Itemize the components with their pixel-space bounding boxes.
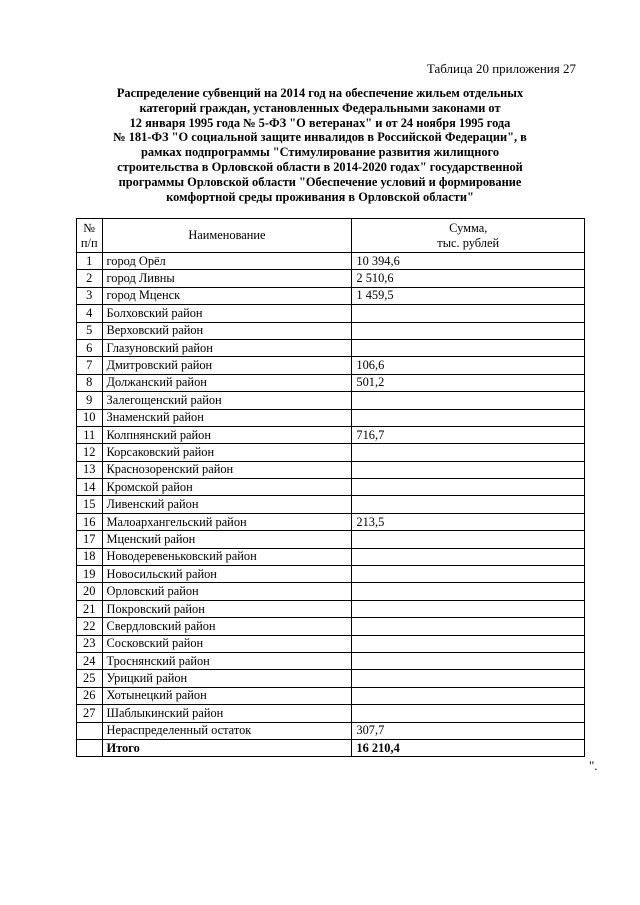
row-sum xyxy=(352,496,585,513)
table-row xyxy=(77,583,585,600)
row-sum xyxy=(352,548,585,565)
row-number: 11 xyxy=(77,426,103,443)
total-number xyxy=(77,739,103,756)
subsidy-table xyxy=(76,218,585,757)
row-number: 12 xyxy=(77,444,103,461)
table-header-row xyxy=(77,219,585,253)
header-number xyxy=(77,219,103,253)
row-sum: 307,7 xyxy=(352,722,585,739)
table-row xyxy=(77,600,585,617)
row-number: 25 xyxy=(77,670,103,687)
row-name: Должанский район xyxy=(102,374,352,391)
table-row xyxy=(77,531,585,548)
row-name: Свердловский район xyxy=(102,618,352,635)
row-number: 6 xyxy=(77,339,103,356)
table-row xyxy=(77,705,585,722)
table-row xyxy=(77,339,585,356)
row-name: Корсаковский район xyxy=(102,444,352,461)
title-line: 12 января 1995 года № 5-ФЗ "О ветеранах" и от 24 ноября 1995 года xyxy=(129,115,511,130)
row-number: 1 xyxy=(77,253,103,270)
row-name: Урицкий район xyxy=(102,670,352,687)
table-row xyxy=(77,513,585,530)
row-name: Шаблыкинский район xyxy=(102,705,352,722)
row-name: Новодеревеньковский район xyxy=(102,548,352,565)
table-row xyxy=(77,374,585,391)
row-sum: 106,6 xyxy=(352,357,585,374)
row-name: Хотынецкий район xyxy=(102,687,352,704)
row-number: 15 xyxy=(77,496,103,513)
title-line: Распределение субвенций на 2014 год на обеспечение жильем отдельных xyxy=(116,86,524,100)
row-number: 23 xyxy=(77,635,103,652)
table-row xyxy=(77,305,585,322)
row-sum xyxy=(352,705,585,722)
table-row xyxy=(77,687,585,704)
row-sum xyxy=(352,409,585,426)
header-name: Наименование xyxy=(102,219,352,253)
header-sum xyxy=(352,219,585,253)
row-sum: 213,5 xyxy=(352,513,585,530)
row-number: 9 xyxy=(77,392,103,409)
row-name: город Ливны xyxy=(102,270,352,287)
row-sum xyxy=(352,461,585,478)
title-line: комфортной среды проживания в Орловской области" xyxy=(166,189,474,204)
row-name: Болховский район xyxy=(102,305,352,322)
row-number xyxy=(77,722,103,739)
row-sum xyxy=(352,652,585,669)
header-number-line: № xyxy=(83,220,96,235)
row-sum xyxy=(352,566,585,583)
table-row xyxy=(77,322,585,339)
row-number: 4 xyxy=(77,305,103,322)
table-row xyxy=(77,652,585,669)
row-name: Орловский район xyxy=(102,583,352,600)
table-row xyxy=(77,566,585,583)
table-row xyxy=(77,270,585,287)
row-number: 27 xyxy=(77,705,103,722)
row-sum: 2 510,6 xyxy=(352,270,585,287)
table-row xyxy=(77,548,585,565)
closing-quote: ". xyxy=(589,758,598,773)
table-row xyxy=(77,496,585,513)
row-number: 20 xyxy=(77,583,103,600)
row-sum xyxy=(352,687,585,704)
row-sum: 10 394,6 xyxy=(352,253,585,270)
row-number: 17 xyxy=(77,531,103,548)
table-row xyxy=(77,426,585,443)
row-number: 10 xyxy=(77,409,103,426)
row-number: 24 xyxy=(77,652,103,669)
table-row xyxy=(77,253,585,270)
total-row xyxy=(77,739,585,756)
row-sum xyxy=(352,305,585,322)
title-line: рамках подпрограммы "Стимулирование развития жилищного xyxy=(140,145,500,160)
row-sum xyxy=(352,618,585,635)
row-name: Ливенский район xyxy=(102,496,352,513)
row-number: 14 xyxy=(77,479,103,496)
row-sum xyxy=(352,531,585,548)
row-name: Мценский район xyxy=(102,531,352,548)
row-name: Глазуновский район xyxy=(102,339,352,356)
row-name: Троснянский район xyxy=(102,652,352,669)
table-body xyxy=(77,253,585,757)
row-number: 2 xyxy=(77,270,103,287)
row-number: 13 xyxy=(77,461,103,478)
row-sum xyxy=(352,479,585,496)
row-name: Сосковский район xyxy=(102,635,352,652)
row-name: Малоархангельский район xyxy=(102,513,352,530)
row-number: 22 xyxy=(77,618,103,635)
table-row xyxy=(77,670,585,687)
row-name: Колпнянский район xyxy=(102,426,352,443)
table-row xyxy=(77,357,585,374)
title-line: № 181-ФЗ "О социальной защите инвалидов в Российской Федерации", в xyxy=(113,130,527,145)
row-number: 7 xyxy=(77,357,103,374)
table-row xyxy=(77,635,585,652)
table-row xyxy=(77,444,585,461)
row-sum: 1 459,5 xyxy=(352,287,585,304)
row-sum: 716,7 xyxy=(352,426,585,443)
row-sum xyxy=(352,392,585,409)
title-line: программы Орловской области "Обеспечение условий и формирование xyxy=(118,174,522,189)
row-sum xyxy=(352,635,585,652)
table-row xyxy=(77,409,585,426)
row-sum xyxy=(352,444,585,461)
title-line: строительства в Орловской области в 2014-2020 годах" государственной xyxy=(117,159,523,174)
table-row xyxy=(77,461,585,478)
row-name: Дмитровский район xyxy=(102,357,352,374)
row-sum xyxy=(352,670,585,687)
row-name: Кромской район xyxy=(102,479,352,496)
row-name: Новосильский район xyxy=(102,566,352,583)
row-number: 26 xyxy=(77,687,103,704)
row-name: Покровский район xyxy=(102,600,352,617)
table-caption: Таблица 20 приложения 27 xyxy=(426,61,576,76)
total-sum: 16 210,4 xyxy=(352,739,585,756)
total-label: Итого xyxy=(102,739,352,756)
row-number: 21 xyxy=(77,600,103,617)
table-row xyxy=(77,392,585,409)
row-number: 16 xyxy=(77,513,103,530)
row-name: Нераспределенный остаток xyxy=(102,722,352,739)
row-name: город Мценск xyxy=(102,287,352,304)
row-sum xyxy=(352,583,585,600)
table-row xyxy=(77,479,585,496)
row-name: Знаменский район xyxy=(102,409,352,426)
row-sum: 501,2 xyxy=(352,374,585,391)
table-row xyxy=(77,722,585,739)
row-number: 18 xyxy=(77,548,103,565)
row-number: 3 xyxy=(77,287,103,304)
row-sum xyxy=(352,322,585,339)
document-title xyxy=(96,86,544,204)
row-name: город Орёл xyxy=(102,253,352,270)
table-row xyxy=(77,618,585,635)
header-sum-line: тыс. рублей xyxy=(437,235,500,250)
row-name: Верховский район xyxy=(102,322,352,339)
row-name: Краснозоренский район xyxy=(102,461,352,478)
title-line: категорий граждан, установленных Федеральными законами от xyxy=(139,100,501,115)
header-sum-line: Сумма, xyxy=(449,220,488,235)
row-number: 8 xyxy=(77,374,103,391)
row-sum xyxy=(352,339,585,356)
table-row xyxy=(77,287,585,304)
row-number: 19 xyxy=(77,566,103,583)
row-number: 5 xyxy=(77,322,103,339)
row-name: Залегощенский район xyxy=(102,392,352,409)
header-number-line: п/п xyxy=(80,235,98,250)
row-sum xyxy=(352,600,585,617)
